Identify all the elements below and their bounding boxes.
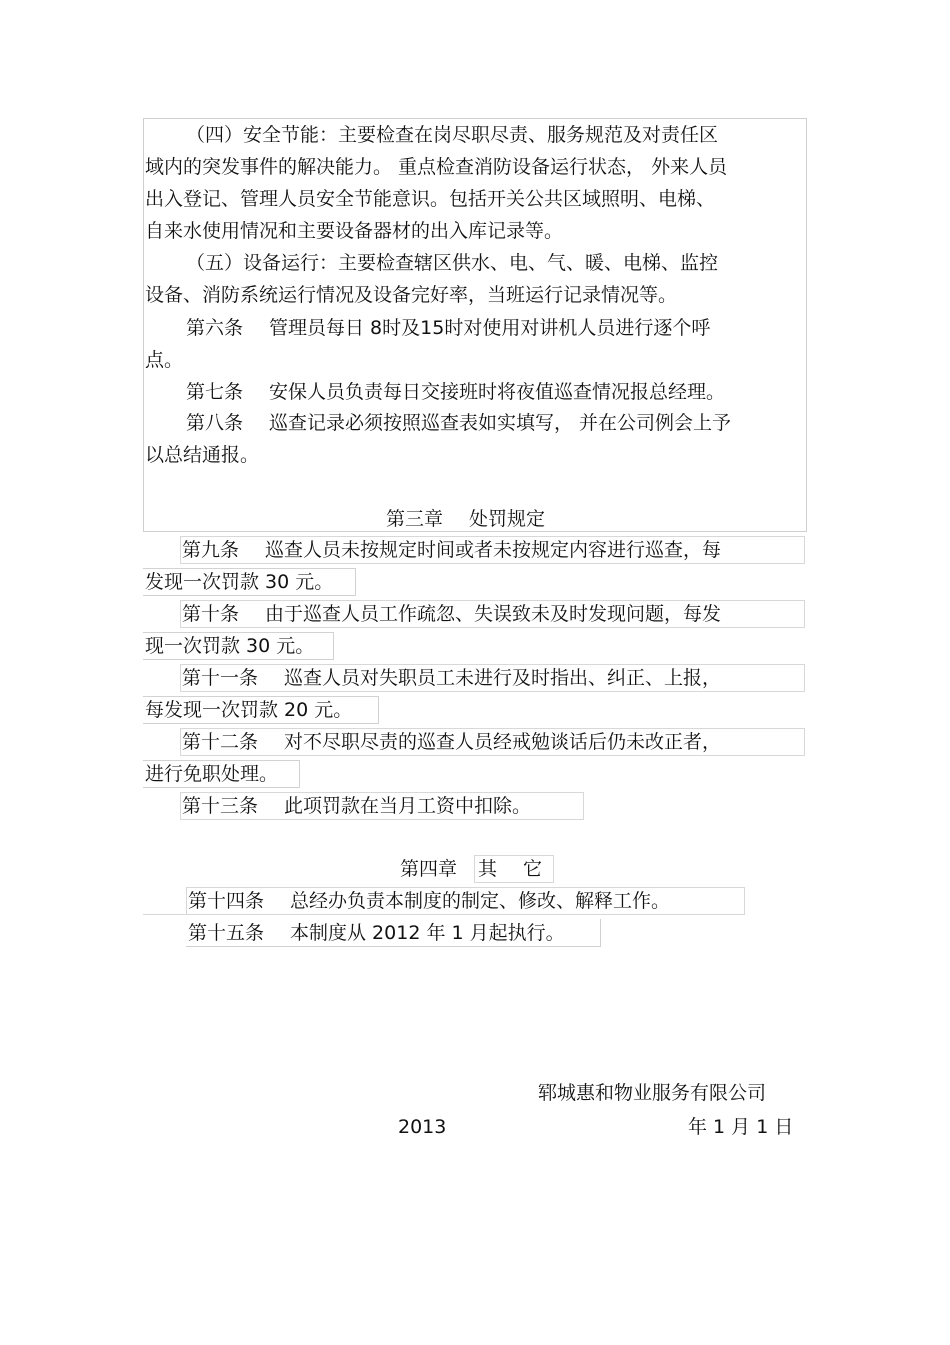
chapter3-heading <box>386 506 545 532</box>
article8-line2: 以总结通报。 <box>145 444 260 466</box>
article10-line1 <box>182 601 721 627</box>
chapter4-subtitle <box>478 856 542 882</box>
article13-line1 <box>182 793 531 819</box>
article-text: 由于巡查人员工作疏忽、失误致未及时发现问题，每发 <box>265 603 722 625</box>
chapter-title: 第四章 <box>400 858 458 880</box>
item4-line2: 域内的突发事件的解决能力。 重点检查消防设备运行状态， 外来人员 <box>145 156 728 178</box>
article10-line2: 现一次罚款 30 元。 <box>145 635 315 657</box>
item4-line3: 出入登记、管理人员安全节能意识。包括开关公共区域照明、电梯、 <box>145 188 716 210</box>
item5-line2: 设备、消防系统运行情况及设备完好率，当班运行记录情况等。 <box>145 284 678 306</box>
article6-line2: 点。 <box>145 349 184 371</box>
article15-line1 <box>188 920 565 946</box>
article12-line2: 进行免职处理。 <box>145 763 279 785</box>
article-number: 第十条 <box>182 603 240 625</box>
article-number: 第七条 <box>186 381 244 403</box>
article11-line2: 每发现一次罚款 20 元。 <box>145 699 353 721</box>
article14-line1 <box>188 888 670 914</box>
company-signature: 郓城惠和物业服务有限公司 <box>538 1082 767 1104</box>
article-text: 总经办负责本制度的制定、修改、解释工作。 <box>290 890 671 912</box>
signature-year: 2013 <box>398 1116 447 1138</box>
article6-line1 <box>186 315 710 341</box>
article-text: 安保人员负责每日交接班时将夜值巡查情况报总经理。 <box>269 381 726 403</box>
article-number: 第十五条 <box>188 922 265 944</box>
article-text: 对不尽职尽责的巡查人员经戒勉谈话后仍未改正者， <box>284 731 722 753</box>
article8-line1 <box>186 410 731 436</box>
article12-line1 <box>182 729 721 755</box>
chapter4-heading <box>400 856 457 882</box>
article14-underline <box>143 914 187 915</box>
article-number: 第九条 <box>182 539 240 561</box>
article-text: 此项罚款在当月工资中扣除。 <box>284 795 532 817</box>
chapter-title: 第三章 <box>386 508 444 530</box>
article-number: 第八条 <box>186 412 244 434</box>
article-text: 巡查人员对失职员工未进行及时指出、纠正、上报， <box>284 667 722 689</box>
item4-line4: 自来水使用情况和主要设备器材的出入库记录等。 <box>145 220 564 242</box>
chapter-subtitle: 处罚规定 <box>469 508 546 530</box>
item5-line1: （五）设备运行：主要检查辖区供水、电、气、暖、电梯、监控 <box>186 252 719 274</box>
article-number: 第十三条 <box>182 795 259 817</box>
signature-date: 年 1 月 1 日 <box>688 1116 794 1138</box>
item4-line1: （四）安全节能：主要检查在岗尽职尽责、服务规范及对责任区 <box>186 124 719 146</box>
article9-line2: 发现一次罚款 30 元。 <box>145 571 334 593</box>
article-text: 管理员每日 8时及15时对使用对讲机人员进行逐个呼 <box>269 317 711 339</box>
chapter-subtitle-char2: 它 <box>523 858 543 880</box>
article7-line1 <box>186 379 725 405</box>
article-text: 巡查记录必须按照巡查表如实填写， 并在公司例会上予 <box>269 412 732 434</box>
article-number: 第十四条 <box>188 890 265 912</box>
article-number: 第十一条 <box>182 667 259 689</box>
chapter-subtitle-char1: 其 <box>478 858 498 880</box>
article-number: 第六条 <box>186 317 244 339</box>
article-number: 第十二条 <box>182 731 259 753</box>
article-text: 巡查人员未按规定时间或者未按规定内容进行巡查，每 <box>265 539 722 561</box>
article9-line1 <box>182 537 721 563</box>
article11-line1 <box>182 665 721 691</box>
article-text: 本制度从 2012 年 1 月起执行。 <box>290 922 565 944</box>
